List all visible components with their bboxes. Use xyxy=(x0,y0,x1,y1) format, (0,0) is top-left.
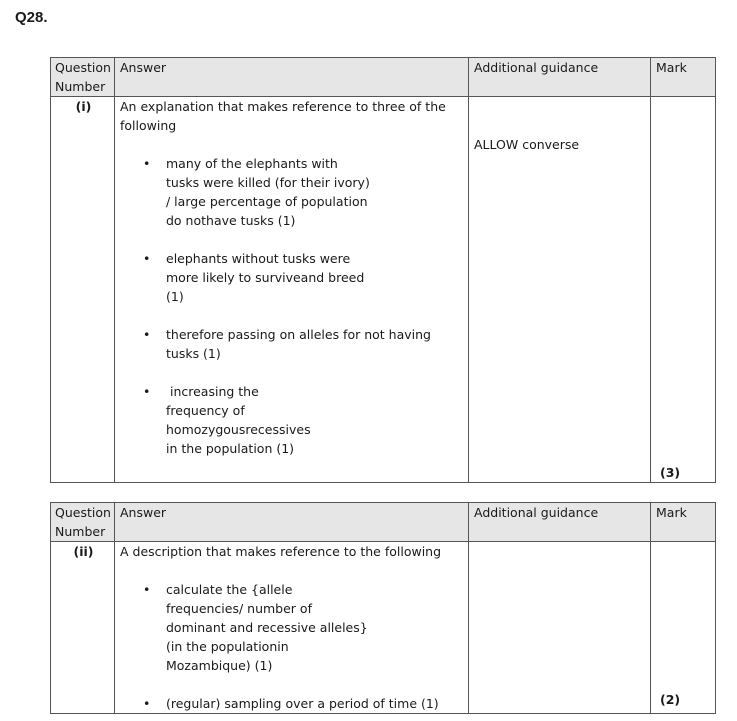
answer-line: in the population (1) xyxy=(166,441,295,456)
answer-line: (1) xyxy=(166,289,184,304)
answer-point xyxy=(120,325,463,363)
header-question-number: Question Number xyxy=(51,503,115,542)
answer-cell xyxy=(115,97,469,483)
answer-line: more likely to surviveand breed xyxy=(166,270,365,285)
answer-line: do nothave tusks (1) xyxy=(166,213,296,228)
answer-line: • calculate the {allele xyxy=(166,582,293,597)
header-answer: Answer xyxy=(115,503,469,542)
answer-line: • increasing the xyxy=(166,384,259,399)
mark-scheme-table-ii xyxy=(50,502,716,714)
answer-row xyxy=(51,97,716,483)
header-guidance: Additional guidance xyxy=(469,58,651,97)
answer-intro: A description that makes reference to the following xyxy=(120,544,442,559)
answer-line: • elephants without tusks were xyxy=(166,251,351,266)
question-number: (ii) xyxy=(51,542,115,714)
answer-line: • therefore passing on alleles for not having xyxy=(166,327,431,342)
answer-line: Mozambique) (1) xyxy=(166,658,273,673)
answer-line: / large percentage of population xyxy=(166,194,368,209)
header-mark: Mark xyxy=(651,503,716,542)
guidance-text: ALLOW converse xyxy=(474,137,580,152)
answer-point xyxy=(120,382,463,458)
answer-line: • (regular) sampling over a period of time (1) xyxy=(166,696,439,711)
answer-line: tusks (1) xyxy=(166,346,221,361)
answer-point xyxy=(120,154,463,230)
guidance-cell xyxy=(469,97,651,483)
header-row xyxy=(51,58,716,97)
answer-point xyxy=(120,580,463,675)
answer-line: • many of the elephants with xyxy=(166,156,338,171)
answer-cell xyxy=(115,542,469,714)
mark-cell xyxy=(651,542,716,714)
answer-line: tusks were killed (for their ivory) xyxy=(166,175,370,190)
mark-value: (3) xyxy=(660,465,681,480)
mark-value: (2) xyxy=(660,692,681,707)
answer-line: (in the populationin xyxy=(166,639,289,654)
answer-point xyxy=(120,694,463,713)
mark-scheme-table-i xyxy=(50,57,716,483)
header-answer: Answer xyxy=(115,58,469,97)
answer-line: frequency of xyxy=(166,403,245,418)
answer-line: dominant and recessive alleles} xyxy=(166,620,368,635)
answer-row xyxy=(51,542,716,714)
header-guidance: Additional guidance xyxy=(469,503,651,542)
question-number: (i) xyxy=(51,97,115,483)
header-question-number: Question Number xyxy=(51,58,115,97)
mark-cell xyxy=(651,97,716,483)
header-mark: Mark xyxy=(651,58,716,97)
question-title: Q28. xyxy=(15,9,48,26)
answer-point xyxy=(120,249,463,306)
answer-intro: An explanation that makes reference to three of the following xyxy=(120,99,446,133)
answer-line: frequencies/ number of xyxy=(166,601,312,616)
answer-line: homozygousrecessives xyxy=(166,422,311,437)
header-row xyxy=(51,503,716,542)
guidance-cell xyxy=(469,542,651,714)
